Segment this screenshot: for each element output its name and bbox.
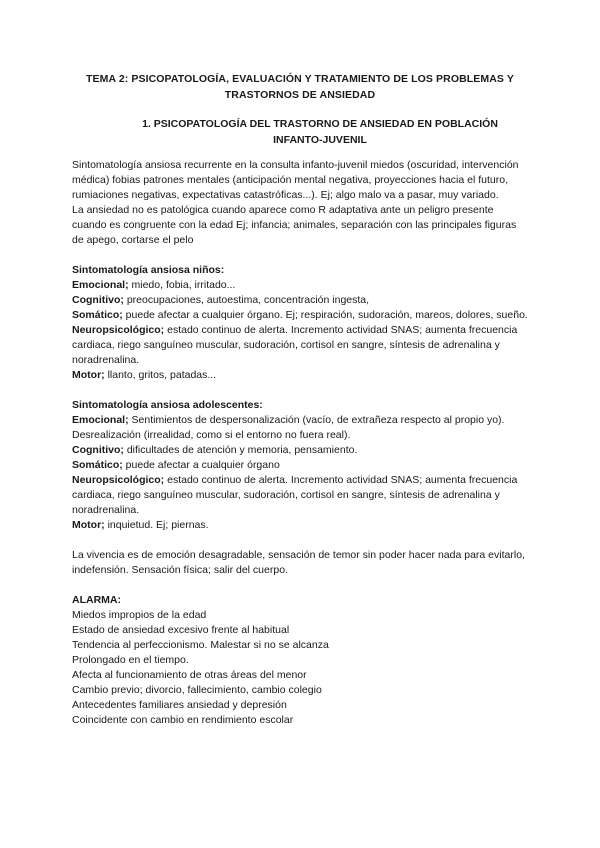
alarma-item: Prolongado en el tiempo. — [72, 654, 189, 666]
alarma-heading: ALARMA: — [72, 594, 121, 606]
alarma-item: Coincidente con cambio en rendimiento escolar — [72, 714, 294, 726]
ninos-item: Motor; llanto, gritos, patadas... — [72, 369, 217, 381]
alarma-item: Antecedentes familiares ansiedad y depresión — [72, 699, 287, 711]
adolescentes-heading: Sintomatología ansiosa adolescentes: — [72, 399, 263, 411]
alarma-item: Tendencia al perfeccionismo. Malestar si no se alcanza — [72, 639, 329, 651]
ninos-item: Somático; puede afectar a cualquier órgano. Ej; respiración, sudoración, mareos, dolores, sueño. — [72, 309, 528, 321]
alarma-item: Miedos impropios de la edad — [72, 609, 207, 621]
ninos-item: Cognitivo; preocupaciones, autoestima, concentración ingesta, — [72, 294, 370, 306]
document-title-line-1: TEMA 2: PSICOPATOLOGÍA, EVALUACIÓN Y TRATAMIENTO DE LOS PROBLEMAS Y — [86, 73, 514, 85]
ninos-item: Emocional; miedo, fobia, irritado... — [72, 279, 236, 291]
adolescentes-item: Emocional; Sentimientos de despersonalización (vacío, de extrañeza respecto al propio yo). Desrealización (irrealidad, como si el entorno no fuera real). — [72, 414, 505, 441]
document-title — [60, 71, 540, 103]
intro-paragraph-2: La ansiedad no es patológica cuando aparece como R adaptativa ante un peligro presente cuando es congruente con la edad Ej; infancia; animales, separación con las principales figuras de apego, cortarse el pelo — [72, 204, 517, 246]
adolescentes-item: Motor; inquietud. Ej; piernas. — [72, 519, 209, 531]
alarma-item: Afecta al funcionamiento de otras áreas del menor — [72, 669, 307, 681]
intro-paragraph-1: Sintomatología ansiosa recurrente en la consulta infanto-juvenil miedos (oscuridad, intervención médica) fobias patrones mentales (anticipación mental negativa, proyecciones hacia el futuro, rumiaciones negativas, expectativas catastróficas...). Ej; algo malo va a pasar, muy variado. — [72, 159, 519, 201]
section-1-body — [72, 158, 530, 728]
document-title-line-2: TRASTORNOS DE ANSIEDAD — [224, 89, 376, 101]
ninos-heading: Sintomatología ansiosa niños: — [72, 264, 225, 276]
ninos-item: Neuropsicológico; estado continuo de alerta. Incremento actividad SNAS; aumenta frecuencia cardiaca, riego sanguíneo muscular, sudoración, cortisol en sangre, síntesis de adrenalina y noradrenalina. — [72, 324, 518, 366]
alarma-item: Cambio previo; divorcio, fallecimiento, cambio colegio — [72, 684, 322, 696]
adolescentes-item: Neuropsicológico; estado continuo de alerta. Incremento actividad SNAS; aumenta frecuencia cardiaca, riego sanguíneo muscular, sudoración, cortisol en sangre, síntesis de adrenalina y noradrenalina. — [72, 474, 518, 516]
section-1-title — [110, 116, 530, 148]
adolescentes-item: Cognitivo; dificultades de atención y memoria, pensamiento. — [72, 444, 358, 456]
adolescentes-item: Somático; puede afectar a cualquier órgano — [72, 459, 280, 471]
vivencia-paragraph: La vivencia es de emoción desagradable, sensación de temor sin poder hacer nada para evitarlo, indefensión. Sensación física; salir del cuerpo. — [72, 549, 525, 576]
section-1-title-line-2: INFANTO-JUVENIL — [273, 134, 367, 146]
section-1-title-line-1: 1. PSICOPATOLOGÍA DEL TRASTORNO DE ANSIEDAD EN POBLACIÓN — [142, 118, 498, 130]
alarma-item: Estado de ansiedad excesivo frente al habitual — [72, 624, 290, 636]
